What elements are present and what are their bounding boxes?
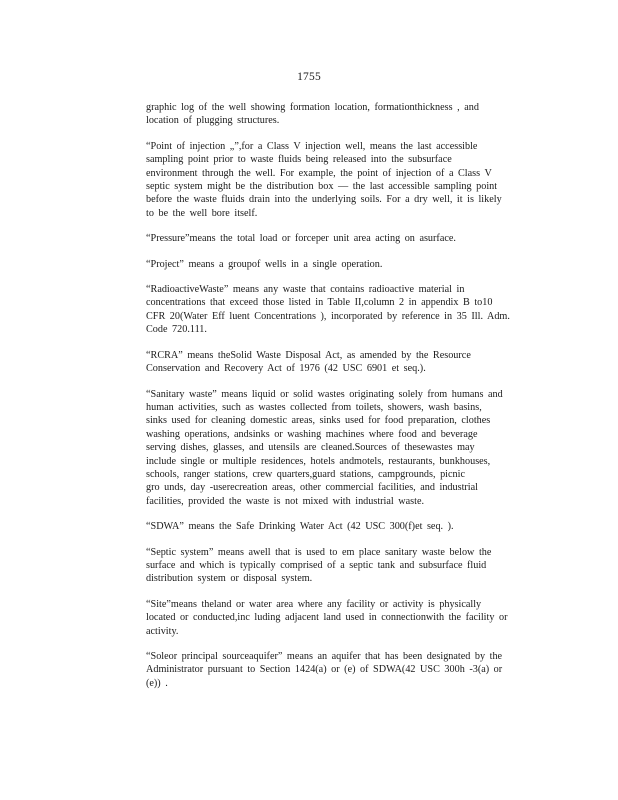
text-line: “RadioactiveWaste” means any waste that contains radioactive material in [146, 284, 465, 296]
text-line: serving dishes, glasses, and utensils are cleaned.Sources of thesewastes may [146, 442, 475, 454]
text-line: environment through the well. For example, the point of injection of a Class V [146, 167, 492, 179]
definition-paragraph-site [146, 598, 543, 638]
definition-paragraph-graphic-log [146, 101, 543, 128]
text-line: located or conducted,inc luding adjacent land used in connectionwith the facility or [146, 612, 508, 624]
text-line: “RCRA” means theSolid Waste Disposal Act, as amended by the Resource [146, 349, 471, 361]
text-line: septic system might be the distribution box — the last accessible sampling point [146, 181, 498, 193]
text-line: “Sanitary waste” means liquid or solid wastes originating solely from humans and [146, 388, 503, 400]
text-line: schools, ranger stations, crew quarters,guard stations, campgrounds, picnic [146, 468, 465, 480]
text-line: location of plugging structures. [146, 115, 280, 127]
text-line: graphic log of the well showing formation location, formationthickness , and [146, 102, 479, 113]
definition-paragraph-sole-source-aquifer [146, 650, 543, 690]
text-line: Code 720.111. [146, 324, 207, 336]
text-line: washing operations, andsinks or washing machines where food and beverage [146, 428, 478, 440]
text-line: “Project” means a groupof wells in a single operation. [146, 258, 383, 270]
text-line: “SDWA” means the Safe Drinking Water Act (42 USC 300(f)et seq. ). [146, 521, 454, 533]
text-line: concentrations that exceed those listed in Table II,column 2 in appendix B to10 [146, 297, 493, 309]
text-line: facilities, provided the waste is not mixed with industrial waste. [146, 495, 425, 507]
text-line: Administrator pursuant to Section 1424(a) or (e) of SDWA(42 USC 300h -3(a) or [146, 664, 503, 676]
definition-paragraph-pressure [146, 232, 543, 245]
text-line: activity. [146, 625, 179, 637]
text-line: “Point of injection „”,for a Class V injection well, means the last accessible [146, 140, 478, 152]
text-line: sampling point prior to waste fluids being released into the subsurface [146, 154, 452, 166]
definition-paragraph-radioactive-waste [146, 283, 543, 337]
body-text [146, 101, 543, 702]
definition-paragraph-septic-system [146, 546, 543, 586]
text-line: “Pressure”means the total load or forceper unit area acting on asurface. [146, 233, 456, 245]
text-line: distribution system or disposal system. [146, 573, 313, 585]
definition-paragraph-sanitary-waste [146, 388, 543, 509]
definition-paragraph-rcra [146, 349, 543, 376]
text-line: sinks used for cleaning domestic areas, sinks used for food preparation, clothes [146, 415, 491, 427]
text-line: “Septic system” means awell that is used to em place sanitary waste below the [146, 546, 492, 558]
text-line: human activities, such as wastes collected from toilets, showers, wash basins, [146, 401, 482, 413]
text-line: surface and which is typically comprised of a septic tank and subsurface fluid [146, 559, 487, 571]
definition-paragraph-project [146, 258, 543, 271]
text-line: before the waste fluids drain into the underlying soils. For a dry well, it is likely [146, 194, 502, 206]
text-line: include single or multiple residences, hotels andmotels, restaurants, bunkhouses, [146, 455, 491, 467]
definition-paragraph-point-of-injection [146, 140, 543, 220]
text-line: “Site”means theland or water area where any facility or activity is physically [146, 598, 482, 610]
definition-paragraph-sdwa [146, 520, 543, 533]
text-line: CFR 20(Water Eff luent Concentrations ), incorporated by reference in 35 Ill. Adm. [146, 310, 510, 322]
text-line: gro unds, day -userecreation areas, other commercial facilities, and industrial [146, 482, 478, 494]
text-line: Conservation and Recovery Act of 1976 (42 USC 6901 et seq.). [146, 363, 426, 375]
text-line: “Soleor principal sourceaquifer” means an aquifer that has been designated by the [146, 651, 503, 662]
text-line: (e)) . [146, 677, 168, 689]
text-line: to be the well bore itself. [146, 207, 258, 219]
page-number: 1755 [297, 71, 321, 83]
